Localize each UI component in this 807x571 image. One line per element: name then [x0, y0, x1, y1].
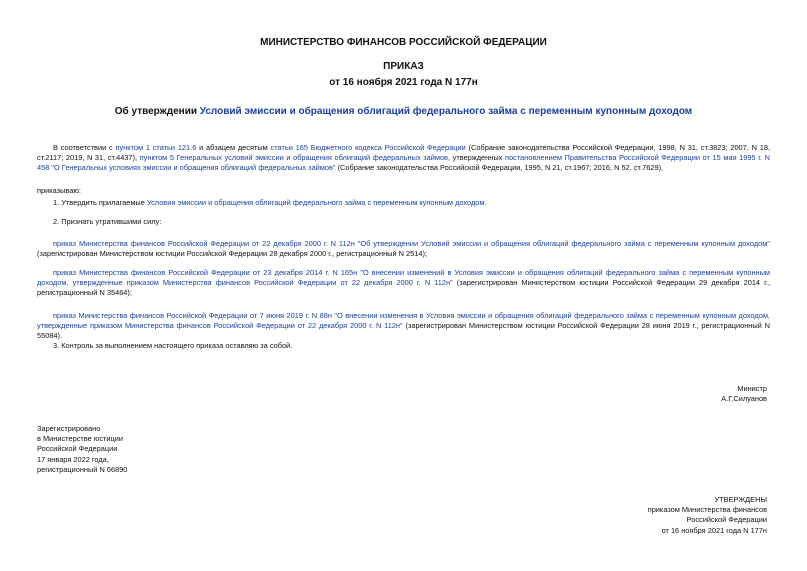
registration-line: 17 января 2022 года, [37, 454, 109, 464]
prikazyvayu-text: приказываю: [37, 186, 81, 195]
item-1-end: . [484, 198, 487, 207]
preamble-text-3: (Собрание законодательства Российской Федерации, 1998, N 31, ст.3823; 2007, N 18, ст.2117; 2019, N 31, ст.4437), [37, 143, 771, 163]
signature-name: А.Г.Силуанов [721, 394, 767, 404]
registration-block [37, 424, 127, 475]
date-number-heading: от 16 ноября 2021 года N 177н [329, 77, 478, 88]
approval-line: от 16 ноября 2021 года N 177н [661, 525, 767, 535]
revoked-order-1 [37, 239, 770, 259]
preamble-text-2: и абзацем десятым [196, 143, 271, 152]
title-link[interactable]: Условий эмиссии и обращения облигаций федерального займа с переменным купонным доходом [199, 106, 693, 117]
item-3: 3. Контроль за выполнением настоящего приказа оставляю за собой. [53, 341, 293, 350]
preamble-text-5: (Собрание законодательства Российской Федерации, 1995, N 21, ст.1967; 2016, N 52, ст.7629), [335, 163, 664, 173]
ministry-heading: МИНИСТЕРСТВО ФИНАНСОВ РОССИЙСКОЙ ФЕДЕРАЦИИ [260, 37, 547, 48]
order-165n-link[interactable]: приказ Министерства финансов Российской Федерации от 23 декабря 2014 г. N 165н "О внесении изменений в Условия эмиссии и обращения облигаций федерального займа с переменным купонным доходом, утвержденные приказом Министерства финансов Российской Федерации от 22 декабря 2000 г. N 112н" [37, 268, 770, 288]
revoked-order-2 [37, 268, 770, 299]
preamble-text-1: В соответствии с [53, 143, 116, 152]
registration-line: регистрационный N 66890 [37, 464, 128, 474]
preamble-text-4: , утвержденных [447, 153, 505, 163]
registration-line: Российской Федерации [37, 444, 118, 454]
revoked-order-2-text: (зарегистрирован Министерством юстиции Российской Федерации 29 декабря 2014 г., регистрационный N 35464); [37, 278, 770, 298]
signature-position: Министр [737, 384, 767, 393]
document-title [0, 106, 807, 117]
budget-code-121-6-link[interactable]: пунктом 1 статьи 121.6 [115, 143, 197, 152]
approval-line: Российской Федерации [686, 515, 767, 525]
title-prefix: Об утверждении [114, 106, 200, 117]
preamble-paragraph [37, 143, 770, 174]
registration-line: Зарегистрировано [37, 424, 101, 433]
conditions-link[interactable]: Условия эмиссии и обращения облигаций федерального займа с переменным купонным доходом [146, 198, 485, 207]
general-conditions-link[interactable]: пунктом 5 Генеральных условий эмиссии и обращения облигаций федеральных займов [139, 153, 448, 163]
approval-line: приказом Министерства финансов [647, 505, 767, 515]
item-2: 2. Признать утратившими силу: [53, 217, 162, 226]
revoked-order-3 [37, 311, 770, 342]
government-resolution-link[interactable]: постановлением Правительства Российской Федерации от 15 мая 1995 г. N 458 "О Генеральных условиях эмиссии и обращения облигаций федеральных займов" [37, 153, 771, 173]
revoked-order-3-text: (зарегистрирован Министерством юстиции Российской Федерации 28 июня 2019 г., регистрационный N 55084). [37, 321, 770, 341]
approval-block [648, 495, 767, 536]
signature-block [721, 384, 767, 404]
revoked-order-1-text: (зарегистрирован Министерством юстиции Российской Федерации 28 декабря 2000 г., регистрационный N 2514); [37, 249, 428, 259]
order-88n-link[interactable]: приказ Министерства финансов Российской Федерации от 7 июня 2019 г. N 88н "О внесении изменения в Условия эмиссии и обращения облигаций федерального займа с переменным купонным доходом, утвержденные приказом Министерства финансов Российской Федерации от 22 декабря 2000 г. N 112н" [37, 311, 770, 331]
approval-line: УТВЕРЖДЕНЫ [714, 495, 767, 504]
doc-type-heading: ПРИКАЗ [383, 61, 424, 72]
order-112n-link[interactable]: приказ Министерства финансов Российской Федерации от 22 декабря 2000 г. N 112н "Об утверждении Условий эмиссии и обращения облигаций федерального займа с переменным купонным доходом" [53, 239, 770, 248]
item-1 [37, 198, 770, 208]
item-1-text: 1. Утвердить прилагаемые [53, 198, 147, 207]
budget-code-165-link[interactable]: статьи 165 Бюджетного кодекса Российской Федерации [270, 143, 466, 152]
registration-line: в Министерстве юстиции [37, 434, 124, 444]
